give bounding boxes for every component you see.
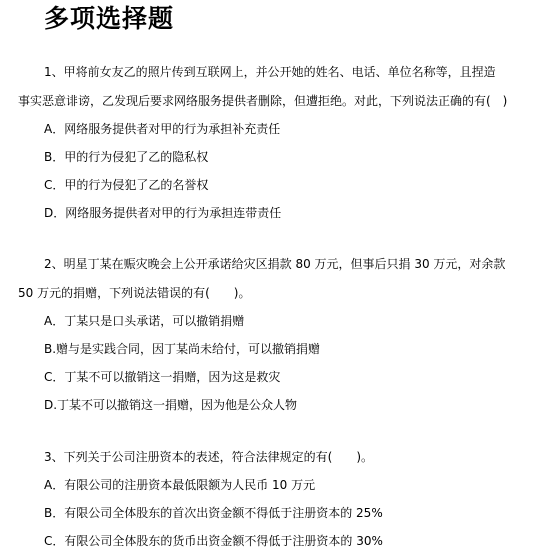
question-2-option-c: C．丁某不可以撤销这一捐赠，因为这是救灾 bbox=[44, 370, 281, 384]
question-3-option-c: C．有限公司全体股东的货币出资金额不得低于注册资本的 30% bbox=[44, 534, 383, 548]
question-2-option-d: D.丁某不可以撤销这一捐赠，因为他是公众人物 bbox=[44, 398, 298, 412]
question-1-option-d: D．网络服务提供者对甲的行为承担连带责任 bbox=[44, 206, 282, 220]
question-1-option-c: C．甲的行为侵犯了乙的名誉权 bbox=[44, 178, 209, 192]
question-2-option-b: B.赠与是实践合同，因丁某尚未给付，可以撤销捐赠 bbox=[44, 342, 321, 356]
question-3-stem-line-1: 3、下列关于公司注册资本的表述，符合法律规定的有( )。 bbox=[44, 450, 374, 464]
question-1-stem-line-2: 事实恶意诽谤，乙发现后要求网络服务提供者删除，但遭拒绝。对此，下列说法正确的有( ) bbox=[18, 94, 508, 108]
question-1-stem-line-1: 1、甲将前女友乙的照片传到互联网上，并公开她的姓名、电话、单位名称等，且捏造 bbox=[44, 65, 496, 79]
section-title: 多项选择题 bbox=[44, 4, 175, 33]
question-1-option-b: B．甲的行为侵犯了乙的隐私权 bbox=[44, 150, 209, 164]
question-3-option-a: A．有限公司的注册资本最低限额为人民币 10 万元 bbox=[44, 478, 316, 492]
question-2-stem-line-2: 50 万元的捐赠，下列说法错误的有( )。 bbox=[18, 286, 251, 300]
question-1-option-a: A．网络服务提供者对甲的行为承担补充责任 bbox=[44, 122, 281, 136]
question-2-stem-line-1: 2、明星丁某在赈灾晚会上公开承诺给灾区捐款 80 万元，但事后只捐 30 万元，对余款 bbox=[44, 257, 506, 271]
question-2-option-a: A．丁某只是口头承诺，可以撤销捐赠 bbox=[44, 314, 245, 328]
question-3-option-b: B．有限公司全体股东的首次出资金额不得低于注册资本的 25% bbox=[44, 506, 383, 520]
